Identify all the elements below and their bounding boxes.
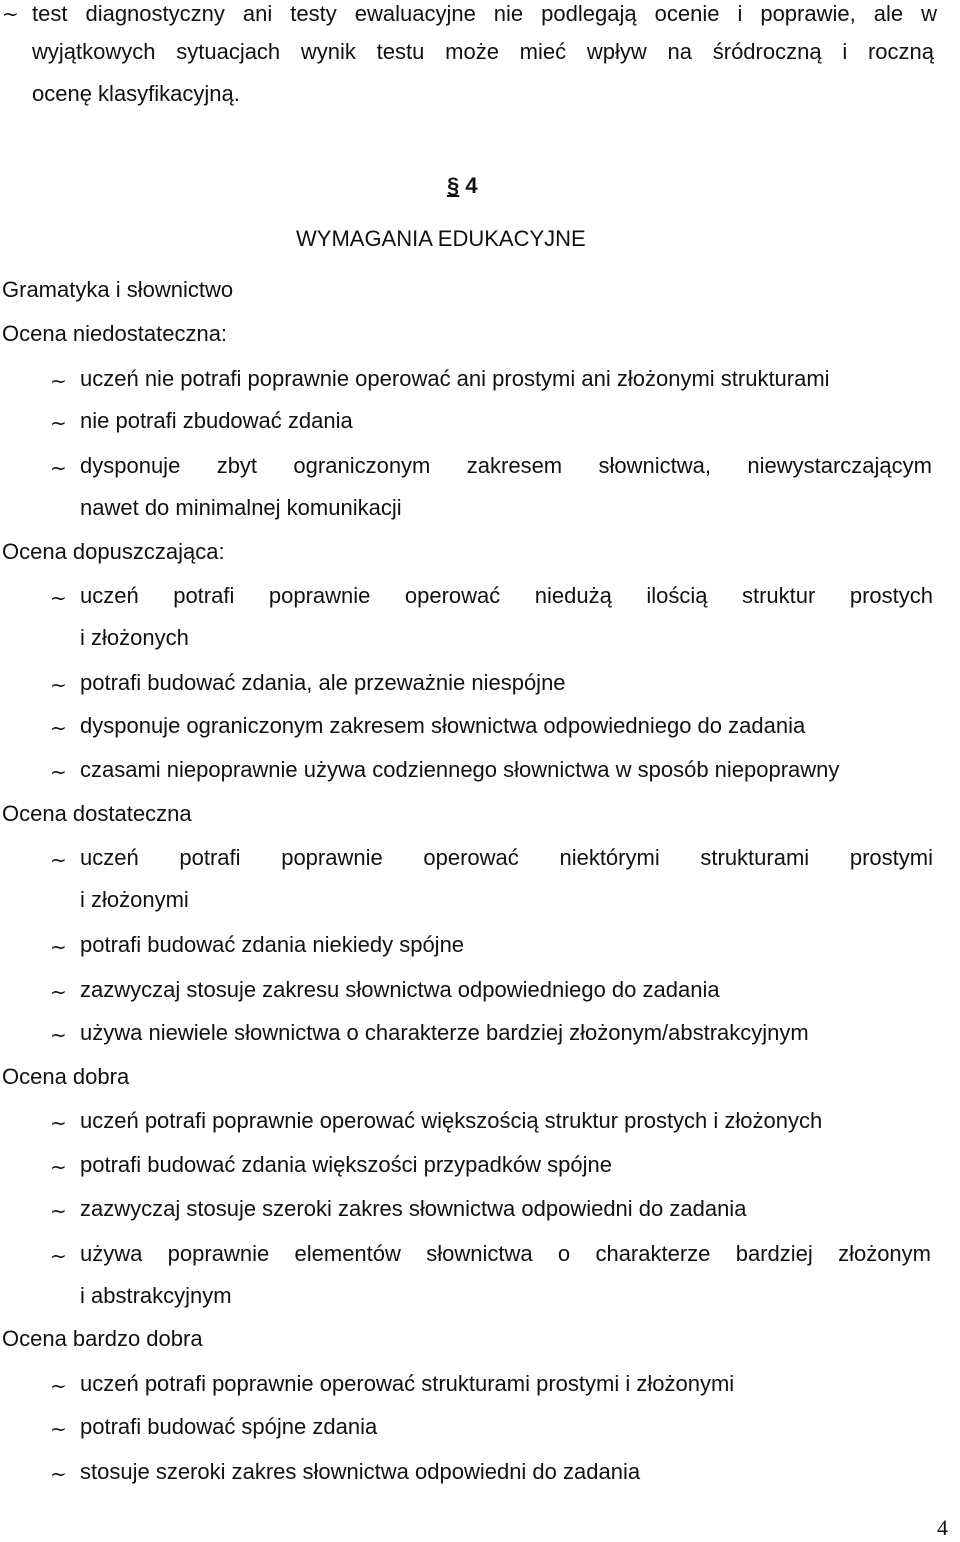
list-item: używa niewiele słownictwa o charakterze bardziej złożonym/abstrakcyjnym bbox=[80, 1020, 809, 1045]
list-item: potrafi budować spójne zdania bbox=[80, 1414, 378, 1439]
bullet-tilde-icon: ~ bbox=[50, 1111, 67, 1135]
grade-label-niedostateczna: Ocena niedostateczna: bbox=[2, 321, 228, 346]
bullet-tilde-icon: ~ bbox=[50, 1155, 67, 1179]
list-item: uczeń potrafi poprawnie operować niedużą ilością struktur prostych bbox=[80, 583, 933, 608]
list-item: potrafi budować zdania większości przypadków spójne bbox=[80, 1152, 612, 1177]
list-item: stosuje szeroki zakres słownictwa odpowiedni do zadania bbox=[80, 1459, 641, 1484]
section-number-value: 4 bbox=[465, 173, 478, 198]
bullet-tilde-icon: ~ bbox=[50, 456, 67, 480]
bullet-tilde-icon: ~ bbox=[2, 2, 19, 26]
list-item: potrafi budować zdania niekiedy spójne bbox=[80, 932, 465, 957]
page-title: WYMAGANIA EDUKACYJNE bbox=[296, 226, 586, 251]
bullet-tilde-icon: ~ bbox=[50, 1023, 67, 1047]
list-item-continuation: i złożonych bbox=[80, 625, 189, 650]
list-item: zazwyczaj stosuje zakresu słownictwa odpowiedniego do zadania bbox=[80, 977, 720, 1002]
list-item: uczeń nie potrafi poprawnie operować ani prostymi ani złożonymi strukturami bbox=[80, 366, 830, 391]
list-item: uczeń potrafi poprawnie operować strukturami prostymi i złożonymi bbox=[80, 1371, 735, 1396]
list-item: zazwyczaj stosuje szeroki zakres słownictwa odpowiedni do zadania bbox=[80, 1196, 747, 1221]
list-item: nie potrafi zbudować zdania bbox=[80, 408, 353, 433]
bullet-tilde-icon: ~ bbox=[50, 716, 67, 740]
grade-label-bardzo-dobra: Ocena bardzo dobra bbox=[2, 1326, 203, 1351]
bullet-tilde-icon: ~ bbox=[50, 1417, 67, 1441]
subject-heading: Gramatyka i słownictwo bbox=[2, 277, 234, 302]
bullet-tilde-icon: ~ bbox=[50, 673, 67, 697]
bullet-tilde-icon: ~ bbox=[50, 369, 67, 393]
bullet-tilde-icon: ~ bbox=[50, 935, 67, 959]
bullet-tilde-icon: ~ bbox=[50, 760, 67, 784]
list-item: dysponuje zbyt ograniczonym zakresem słownictwa, niewystarczającym bbox=[80, 453, 932, 478]
intro-line-1: test diagnostyczny ani testy ewaluacyjne nie podlegają ocenie i poprawie, ale w bbox=[32, 1, 937, 26]
list-item: czasami niepoprawnie używa codziennego słownictwa w sposób niepoprawny bbox=[80, 757, 840, 782]
grade-label-dobra: Ocena dobra bbox=[2, 1064, 130, 1089]
bullet-tilde-icon: ~ bbox=[50, 586, 67, 610]
grade-label-dopuszczajaca: Ocena dopuszczająca: bbox=[2, 539, 225, 564]
grade-label-dostateczna: Ocena dostateczna bbox=[2, 801, 192, 826]
bullet-tilde-icon: ~ bbox=[50, 1199, 67, 1223]
bullet-tilde-icon: ~ bbox=[50, 411, 67, 435]
section-number bbox=[447, 172, 478, 200]
list-item: uczeń potrafi poprawnie operować większością struktur prostych i złożonych bbox=[80, 1108, 823, 1133]
list-item-continuation: i abstrakcyjnym bbox=[80, 1283, 232, 1308]
bullet-tilde-icon: ~ bbox=[50, 980, 67, 1004]
intro-line-2: wyjątkowych sytuacjach wynik testu może mieć wpływ na śródroczną i roczną bbox=[32, 39, 934, 64]
list-item: dysponuje ograniczonym zakresem słownictwa odpowiedniego do zadania bbox=[80, 713, 806, 738]
list-item: uczeń potrafi poprawnie operować niektórymi strukturami prostymi bbox=[80, 845, 933, 870]
bullet-tilde-icon: ~ bbox=[50, 1462, 67, 1486]
list-item-continuation: nawet do minimalnej komunikacji bbox=[80, 495, 402, 520]
list-item: używa poprawnie elementów słownictwa o charakterze bardziej złożonym bbox=[80, 1241, 931, 1266]
bullet-tilde-icon: ~ bbox=[50, 1244, 67, 1268]
list-item: potrafi budować zdania, ale przeważnie niespójne bbox=[80, 670, 566, 695]
page-number: 4 bbox=[937, 1515, 948, 1540]
section-sign-icon: § bbox=[447, 173, 460, 198]
bullet-tilde-icon: ~ bbox=[50, 1374, 67, 1398]
intro-line-3: ocenę klasyfikacyjną. bbox=[32, 81, 240, 106]
list-item-continuation: i złożonymi bbox=[80, 887, 189, 912]
bullet-tilde-icon: ~ bbox=[50, 848, 67, 872]
